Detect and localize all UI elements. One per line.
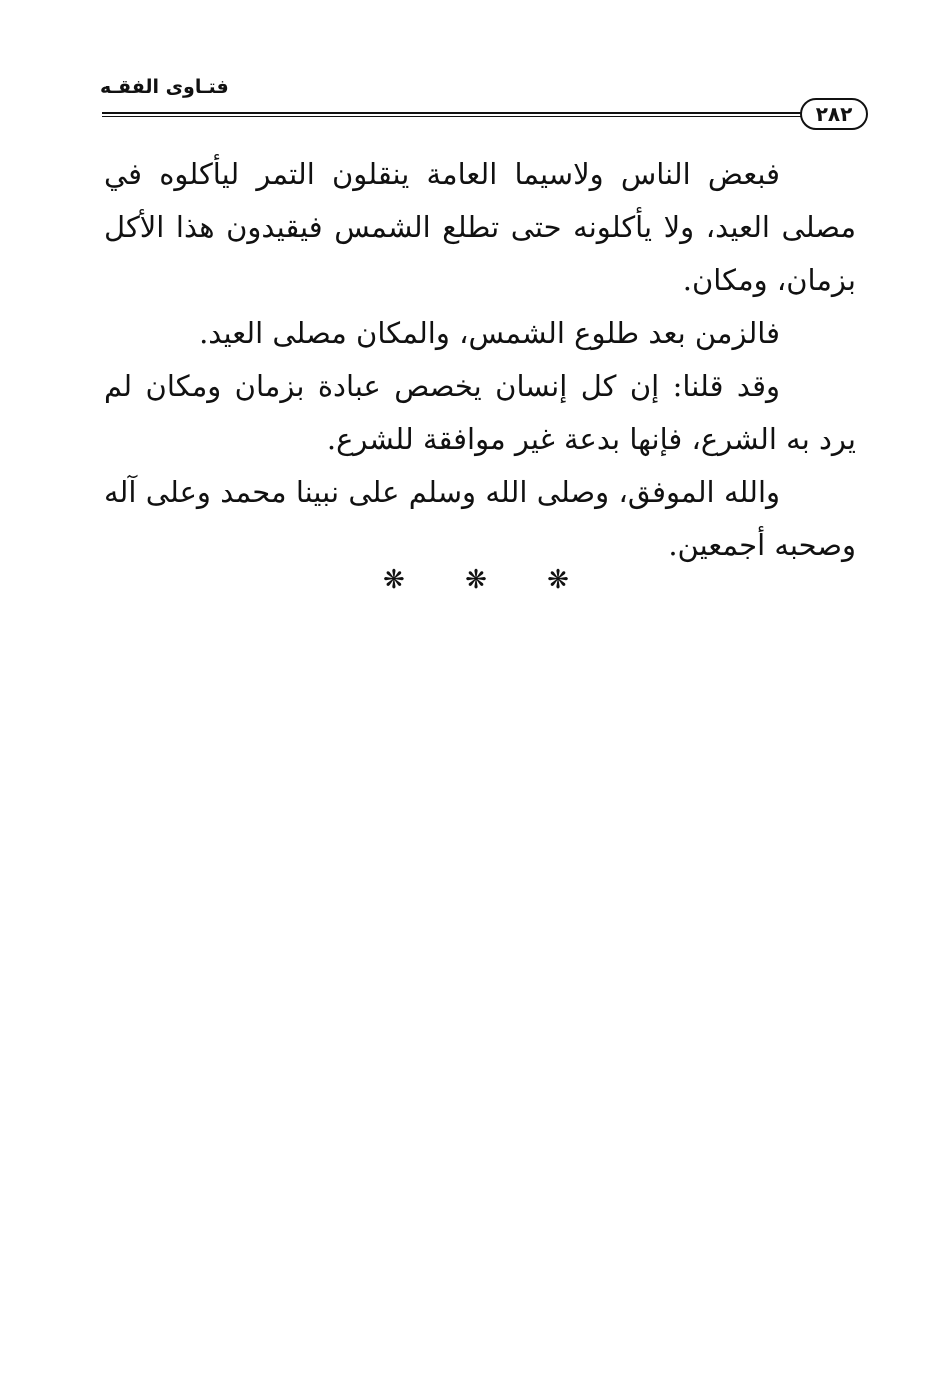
- paragraph: فالزمن بعد طلوع الشمس، والمكان مصلى العيد.: [199, 316, 780, 350]
- book-title: فتـاوى الفقـه: [100, 76, 229, 98]
- paragraph: فبعض الناس ولاسيما العامة ينقلون التمر ليأكلوه في مصلى العيد، ولا يأكلونه حتى تطلع الشمس فيقيدون هذا الأكل بزمان، ومكان.: [104, 157, 856, 297]
- section-separator: [0, 560, 952, 600]
- paragraph: وقد قلنا: إن كل إنسان يخصص عبادة بزمان ومكان لم يرد به الشرع، فإنها بدعة غير موافقة للشرع.: [104, 369, 856, 456]
- running-header: [100, 70, 870, 130]
- asterism-icon: ❋: [383, 565, 405, 595]
- asterism-icon: ❋: [547, 565, 569, 595]
- paragraph: والله الموفق، وصلى الله وسلم على نبينا محمد وعلى آله وصحبه أجمعين.: [104, 475, 856, 562]
- asterism-icon: ❋: [465, 565, 487, 595]
- page-body: [104, 148, 856, 572]
- header-rule: [102, 112, 804, 117]
- page-number: ٢٨٢: [800, 98, 868, 130]
